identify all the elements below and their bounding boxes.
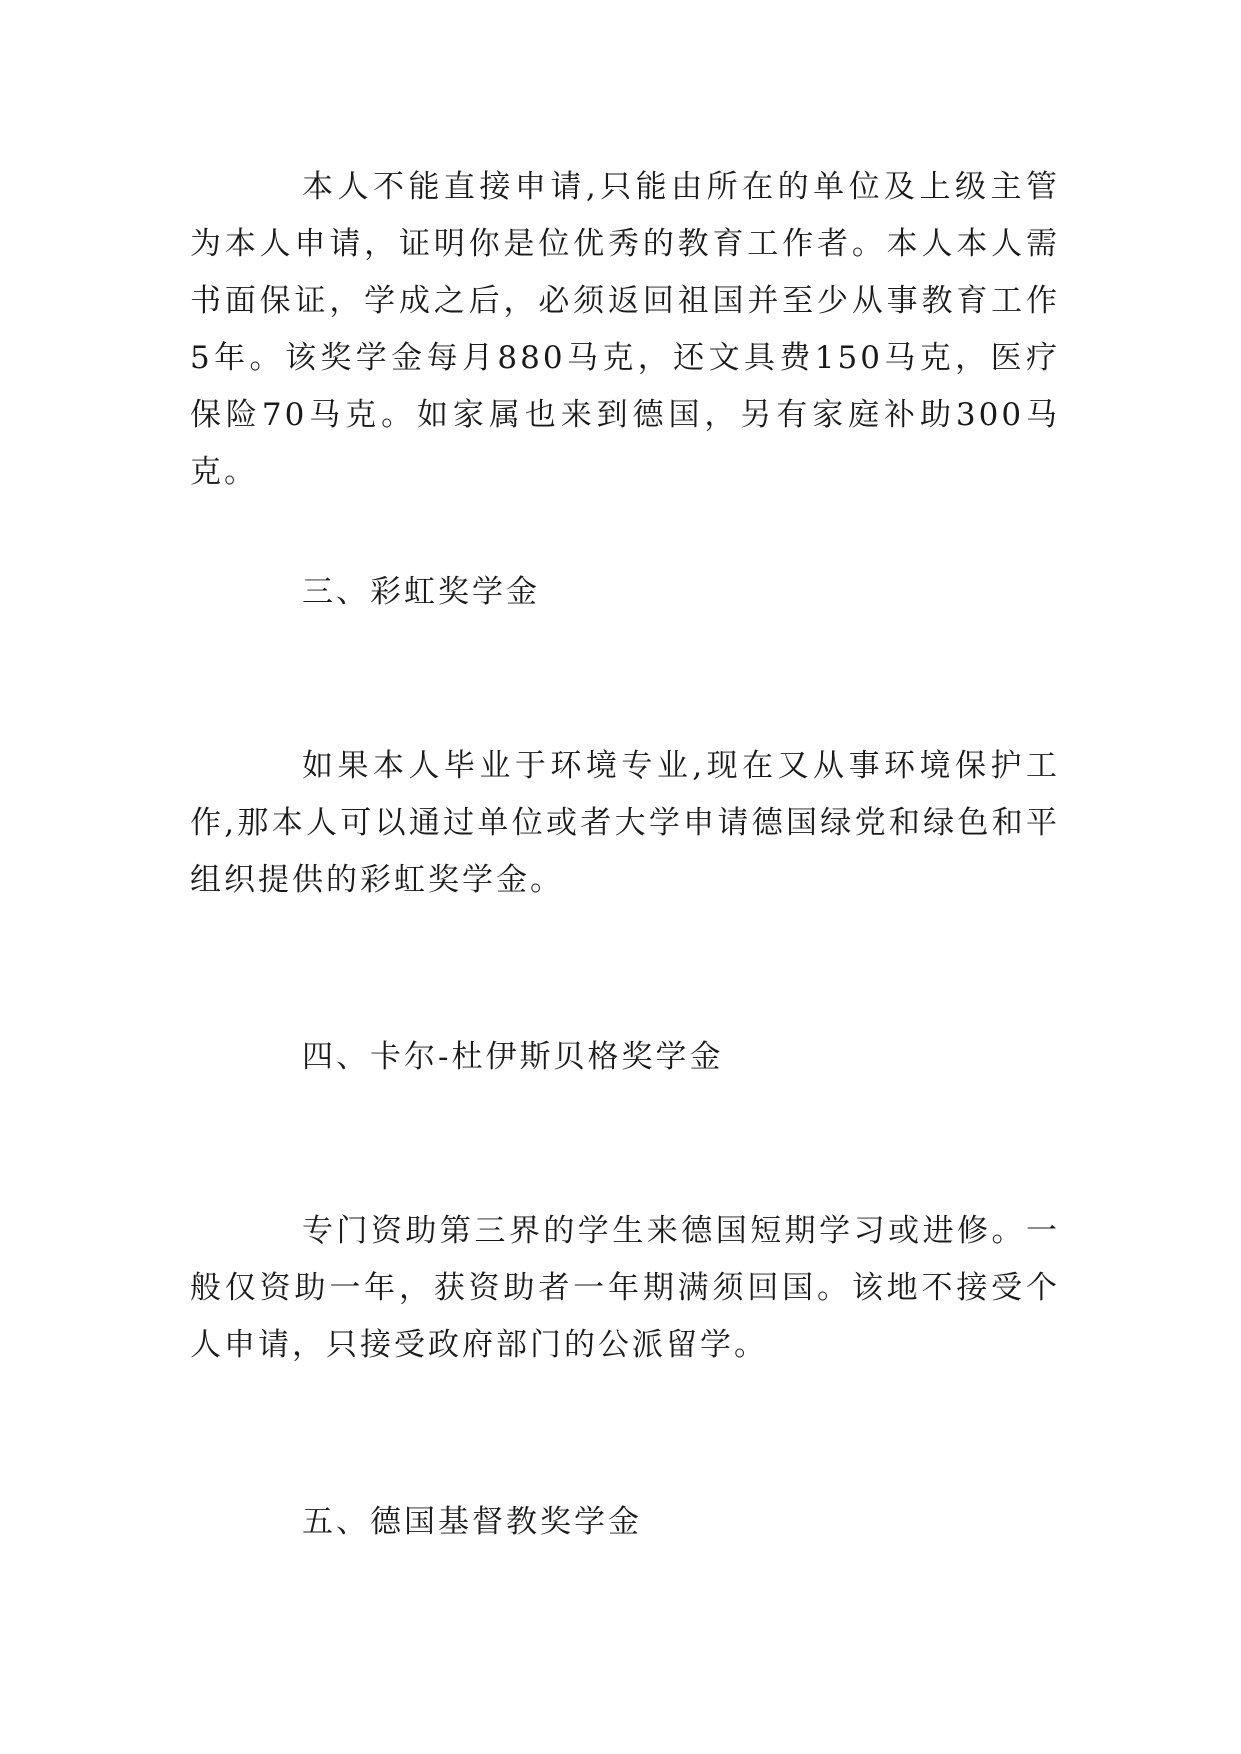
paragraph-rainbow-scholarship: 如果本人毕业于环境专业,现在又从事环境保护工作,那本人可以通过单位或者大学申请德国绿党和绿色和平组织提供的彩虹奖学金。 [190, 748, 1060, 898]
paragraph-carl-duisberg-scholarship: 专门资助第三界的学生来德国短期学习或进修。一般仅资助一年，获资助者一年期满须回国。该地不接受个人申请，只接受政府部门的公派留学。 [190, 1213, 1060, 1363]
paragraph-application-terms: 本人不能直接申请,只能由所在的单位及上级主管为本人申请，证明你是位优秀的教育工作者。本人本人需书面保证，学成之后，必须返回祖国并至少从事教育工作5年。该奖学金每月880马克，还文具费150马克，医疗保险70马克。如家属也来到德国，另有家庭补助300马克。 [190, 169, 1060, 490]
section-heading-rainbow-scholarship: 三、彩虹奖学金 [302, 574, 540, 610]
section-heading-carl-duisberg-scholarship: 四、卡尔-杜伊斯贝格奖学金 [302, 1039, 724, 1075]
section-heading-christian-scholarship: 五、德国基督教奖学金 [302, 1504, 642, 1540]
